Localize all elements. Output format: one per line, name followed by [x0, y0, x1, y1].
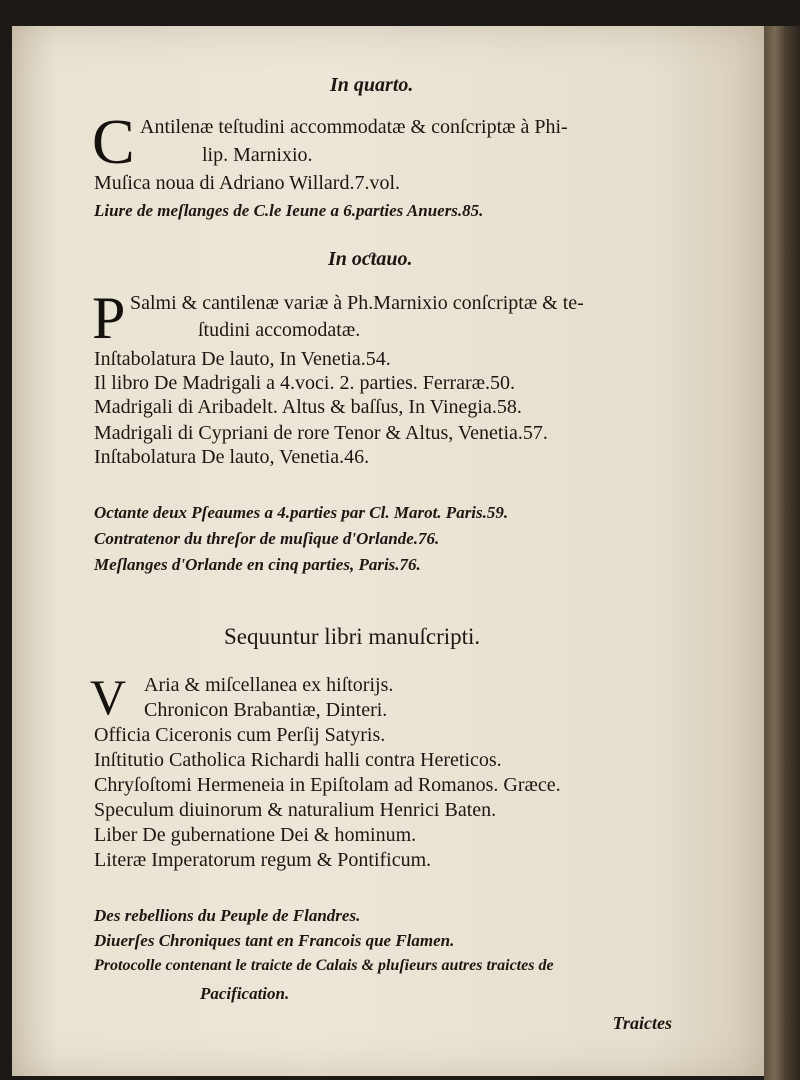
- book-page: [12, 26, 764, 1076]
- entry-line: Liber De gubernatione Dei & hominum.: [94, 824, 417, 846]
- entry-line: Aria & miſcellanea ex hiſtorijs.: [144, 674, 394, 696]
- entry-line: Il libro De Madrigali a 4.voci. 2. parties. Ferraræ.50.: [94, 372, 515, 394]
- entry-line-italic: Diuerſes Chroniques tant en Francois que Flamen.: [94, 931, 455, 950]
- entry-line-italic: Octante deux Pſeaumes a 4.parties par Cl. Marot. Paris.59.: [94, 503, 509, 522]
- entry-line: lip. Marnixio.: [202, 144, 313, 166]
- entry-line: Madrigali di Cypriani de rore Tenor & Altus, Venetia.57.: [94, 422, 548, 444]
- entry-line: Speculum diuinorum & naturalium Henrici Baten.: [94, 799, 497, 821]
- entry-line-italic: Meſlanges d'Orlande en cinq parties, Paris.76.: [94, 555, 421, 574]
- entry-line-italic: Des rebellions du Peuple de Flandres.: [94, 906, 361, 925]
- entry-line: Literæ Imperatorum regum & Pontificum.: [94, 849, 432, 871]
- entry-line: Inſtabolatura De lauto, In Venetia.54.: [94, 348, 391, 370]
- entry-line: Chronicon Brabantiæ, Dinteri.: [144, 699, 388, 721]
- entry-line: Officia Ciceronis cum Perſij Satyris.: [94, 724, 386, 746]
- heading-in-octavo: In oƈtauo.: [328, 248, 413, 270]
- catchword: Traictes: [612, 1013, 672, 1033]
- entry-line: Inſtitutio Catholica Richardi halli contra Hereticos.: [94, 749, 502, 771]
- heading-manuscripts: Sequuntur libri manuſcripti.: [224, 624, 481, 649]
- entry-line: Salmi & cantilenæ variæ à Ph.Marnixio conſcriptæ & te-: [130, 292, 584, 314]
- entry-line: ſtudini accomodatæ.: [198, 319, 361, 341]
- drop-initial-v: V: [90, 669, 127, 725]
- entry-line: Antilenæ teſtudini accommodatæ & conſcriptæ à Phi-: [140, 116, 568, 138]
- entry-line: Inſtabolatura De lauto, Venetia.46.: [94, 446, 370, 468]
- entry-line: Chryſoſtomi Hermeneia in Epiſtolam ad Romanos. Græce.: [94, 774, 561, 796]
- entry-line-italic: Protocolle contenant le traicte de Calais & pluſieurs autres traictes de: [94, 957, 554, 974]
- entry-line-italic: Contratenor du threſor de muſique d'Orlande.76.: [94, 529, 440, 548]
- drop-initial-p: P: [92, 285, 126, 351]
- book-page-edges: [764, 26, 800, 1080]
- entry-line: Muſica noua di Adriano Willard.7.vol.: [94, 172, 400, 194]
- entry-line-italic: Liure de meſlanges de C.le Ieune a 6.parties Anuers.85.: [94, 201, 484, 220]
- heading-in-quarto: In quarto.: [330, 74, 414, 96]
- entry-line-italic: Pacification.: [200, 984, 290, 1003]
- drop-initial-c: C: [92, 106, 135, 177]
- entry-line: Madrigali di Aribadelt. Altus & baſſus, In Vinegia.58.: [94, 396, 522, 418]
